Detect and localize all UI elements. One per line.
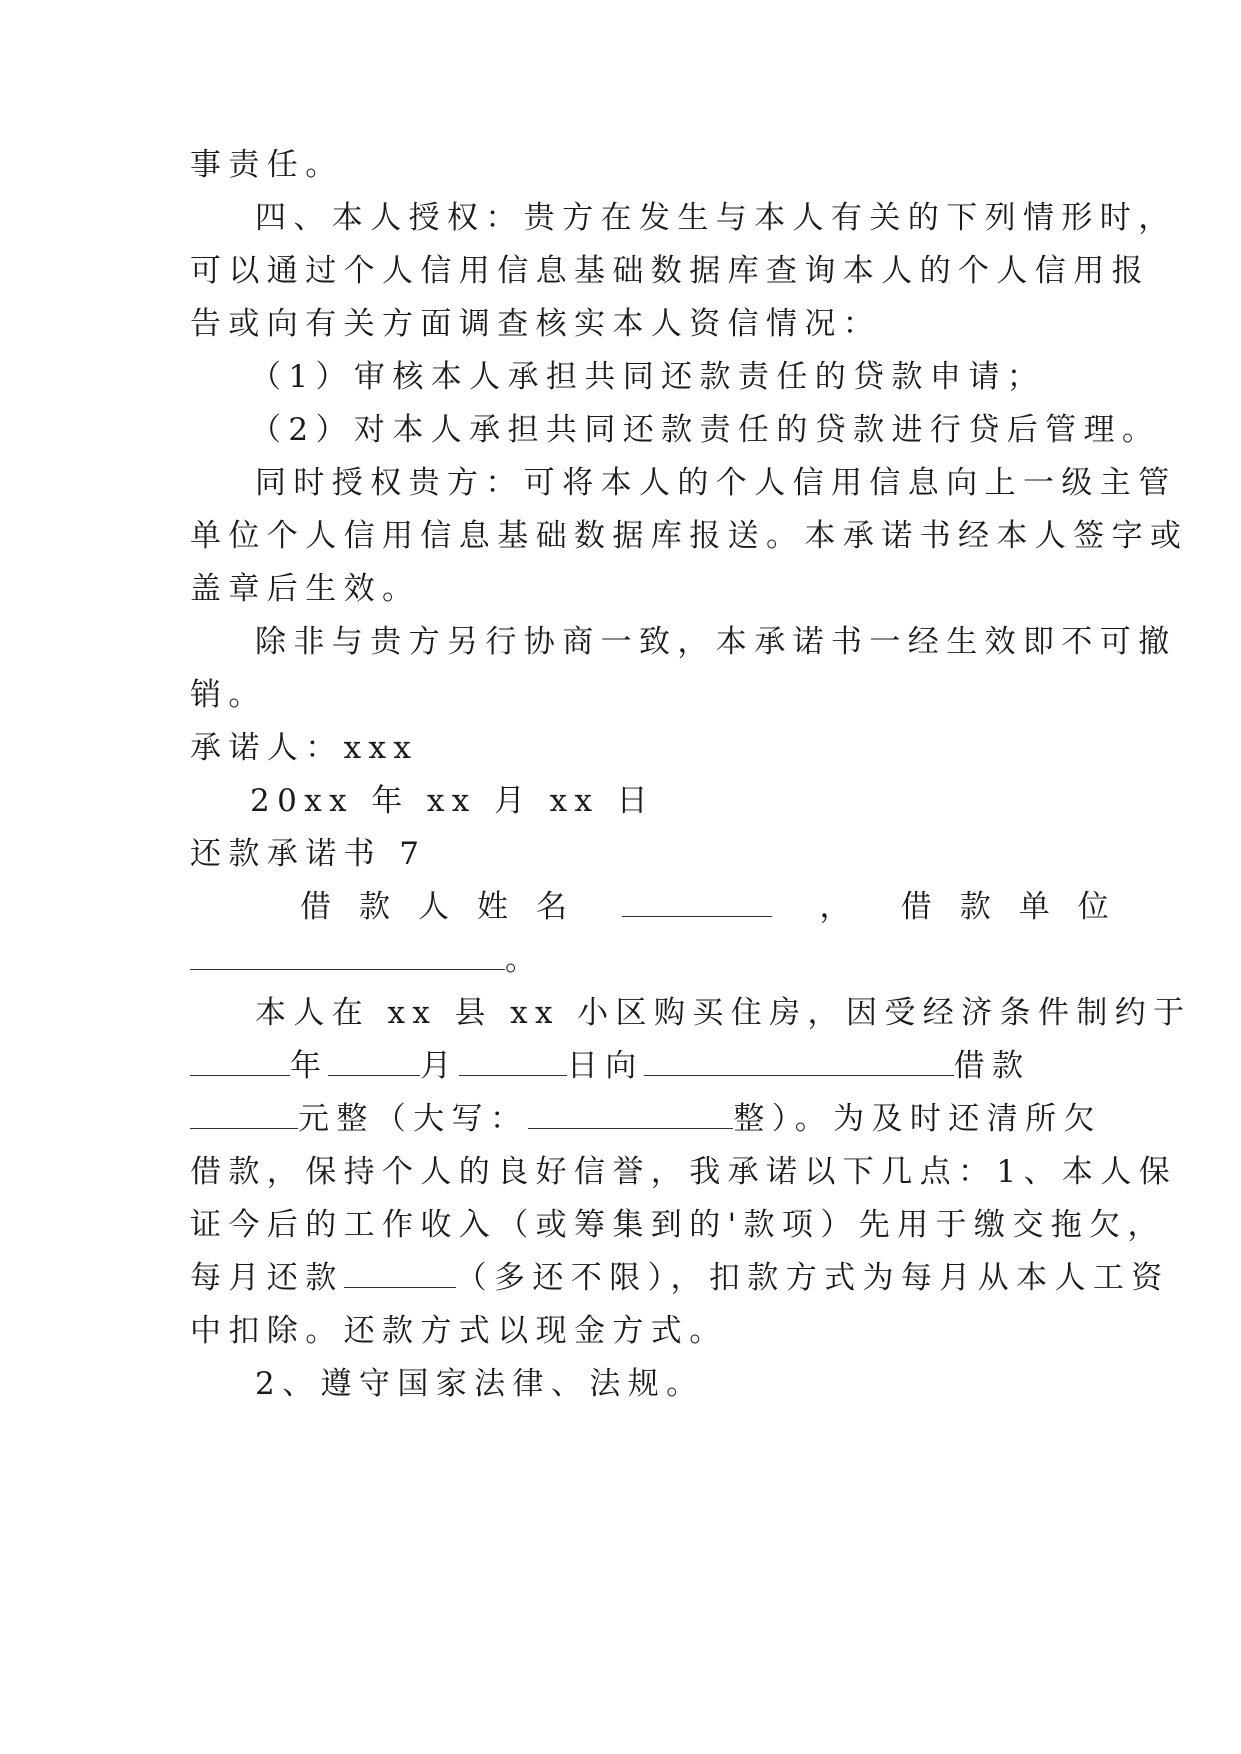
text-line: 中扣除。还款方式以现金方式。 bbox=[190, 1313, 728, 1349]
repayment-method: （多还不限），扣款方式为每月从本人工资 bbox=[455, 1260, 1170, 1296]
date-line: 20xx 年 xx 月 xx 日 bbox=[250, 783, 656, 819]
text-line: 证今后的工作收入（或筹集到的'款项）先用于缴交拖欠， bbox=[190, 1207, 1166, 1243]
text-line: 除非与贵方另行协商一致，本承诺书一经生效即不可撤 bbox=[255, 624, 1177, 660]
year-label: 年 bbox=[290, 1048, 329, 1084]
borrow-label: 借款 bbox=[953, 1048, 1031, 1084]
borrower-unit-blank bbox=[190, 943, 505, 970]
signatory-line: 承诺人：xxx bbox=[190, 730, 419, 766]
text-line: 同时授权贵方：可将本人的个人信用信息向上一级主管 bbox=[255, 465, 1177, 501]
text-line: 销。 bbox=[190, 677, 267, 713]
borrower-name-label: 借款人姓名 bbox=[300, 889, 595, 925]
amount-close: 整）。为及时还清所欠 bbox=[733, 1101, 1102, 1137]
day-label: 日向 bbox=[566, 1048, 644, 1084]
borrower-unit-label: 借款单位 bbox=[900, 889, 1137, 925]
borrower-line bbox=[300, 887, 1137, 927]
list-item: （2）对本人承担共同还款责任的贷款进行贷后管理。 bbox=[250, 412, 1161, 448]
text-line: 单位个人信用信息基础数据库报送。本承诺书经本人签字或 bbox=[190, 518, 1189, 554]
amount-blank bbox=[190, 1102, 298, 1129]
borrower-name-blank bbox=[622, 890, 772, 917]
amount-label: 元整（大写： bbox=[298, 1101, 529, 1137]
section-title: 还款承诺书 7 bbox=[190, 836, 427, 872]
text-line bbox=[190, 940, 1050, 980]
text-line: 可以通过个人信用信息基础数据库查询本人的个人信用报 bbox=[190, 253, 1150, 289]
text-line: 2、遵守国家法律、法规。 bbox=[255, 1366, 705, 1402]
period: 。 bbox=[505, 942, 544, 978]
text-line: 四、本人授权：贵方在发生与本人有关的下列情形时， bbox=[255, 200, 1177, 236]
month-label: 月 bbox=[420, 1048, 459, 1084]
amount-line bbox=[190, 1099, 1102, 1139]
text-line: 本人在 xx 县 xx 小区购买住房，因受经济条件制约于 bbox=[255, 995, 1192, 1031]
text-line: 事责任。 bbox=[190, 147, 344, 183]
text-line: 告或向有关方面调查核实本人资信情况： bbox=[190, 306, 882, 342]
month-blank bbox=[328, 1049, 420, 1076]
year-blank bbox=[190, 1049, 290, 1076]
comma: ， bbox=[819, 889, 879, 925]
text-line: 借款，保持个人的良好信誉，我承诺以下几点：1、本人保 bbox=[190, 1154, 1178, 1190]
lender-blank bbox=[644, 1049, 954, 1076]
monthly-amount-blank bbox=[344, 1261, 456, 1288]
text-line: 盖章后生效。 bbox=[190, 571, 421, 607]
day-blank bbox=[459, 1049, 567, 1076]
monthly-label: 每月还款 bbox=[190, 1260, 344, 1296]
loan-date-line bbox=[190, 1046, 1050, 1086]
list-item: （1）审核本人承担共同还款责任的贷款申请； bbox=[250, 359, 1046, 395]
repayment-line bbox=[190, 1258, 1170, 1298]
amount-words-blank bbox=[528, 1102, 733, 1129]
